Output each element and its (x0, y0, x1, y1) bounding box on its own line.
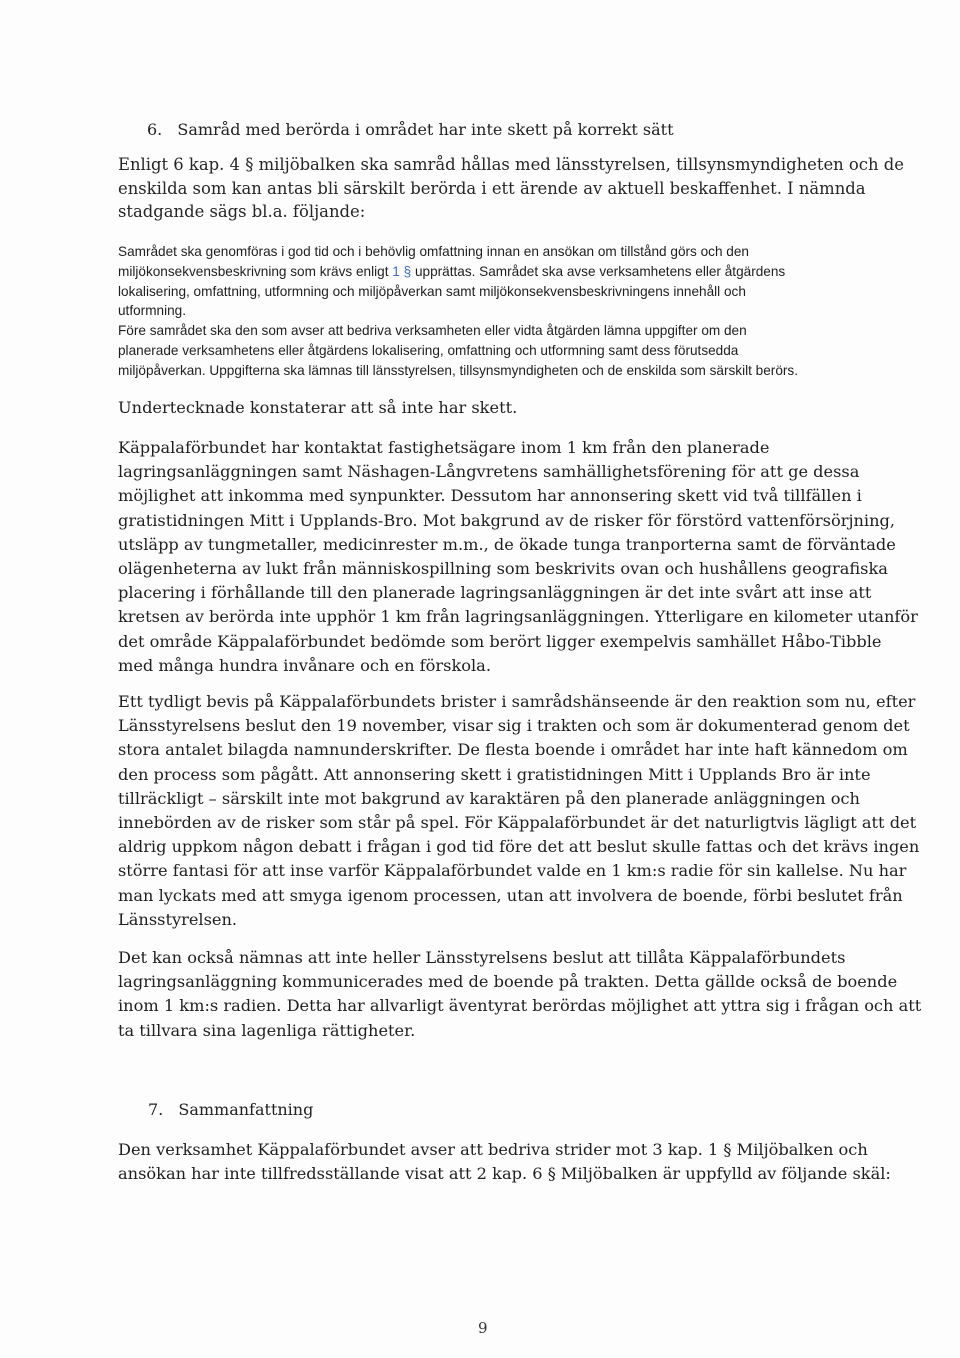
page-number: 9 (478, 1319, 488, 1337)
paragraph-line: man lyckats med att smyga igenom processen, utan att involvera de boende, förbi beslutet från (118, 885, 903, 905)
statement-text: Undertecknade konstaterar att så inte har skett. (118, 398, 518, 417)
paragraph-line: med många hundra invånare och en förskola. (118, 655, 491, 675)
paragraph-line: möjlighet att inkomma med synpunkter. Dessutom har annonsering skett vid två tillfällen i (118, 486, 862, 506)
quote-line: miljöpåverkan. Uppgifterna ska lämnas till länsstyrelsen, tillsynsmyndigheten och de enskilda som särskilt berörs. (118, 362, 798, 378)
paragraph-line: Ett tydligt bevis på Käppalaförbundets brister i samrådshänseende är den reaktion som nu, efter (118, 692, 916, 711)
paragraph-line: tillräckligt – särskilt inte mot bakgrund av karaktären på den planerade anläggningen och (118, 788, 860, 808)
paragraph-line: lagringsanläggningen samt Näshagen-Långvretens samhällighetsförening för att ge dessa (118, 462, 860, 482)
paragraph-line: Det kan också nämnas att inte heller Länsstyrelsens beslut att tillåta Käppalaförbundets (118, 948, 846, 967)
reference-link[interactable] (392, 264, 411, 279)
paragraph-line: gratistidningen Mitt i Upplands-Bro. Mot bakgrund av de risker för förstörd vattenförsörjning, (118, 510, 896, 530)
paragraph-line: den process som pågått. Att annonsering skett i gratistidningen Mitt i Upplands Bro är inte (118, 764, 871, 784)
quote-line: planerade verksamhetens eller åtgärdens lokalisering, omfattning och utformning samt dess förutsedda (118, 342, 739, 358)
evidence-paragraph (118, 690, 920, 932)
quote-paragraph-1 (118, 242, 858, 321)
paragraph-line: Käppalaförbundet har kontaktat fastighetsägare inom 1 km från den planerade (118, 438, 770, 457)
paragraph-line: utsläpp av tungmetaller, medicinrester m.m., de ökade tunga tranporterna samt de förväntade (118, 534, 896, 554)
quoted-law-text (118, 242, 858, 381)
paragraph-line: det område Käppalaförbundet bedömde som berört ligger exempelvis samhället Håbo-Tibble (118, 631, 882, 651)
paragraph-line: Länsstyrelsens beslut den 19 november, visar sig i trakten och som är dokumenterad genom det (118, 716, 910, 736)
communication-paragraph (118, 946, 922, 1043)
quote-text: upprättas. Samrådet ska avse verksamhetens eller åtgärdens (411, 263, 786, 279)
quote-line-with-reference (118, 262, 858, 282)
kappala-paragraph (118, 436, 918, 678)
paragraph-line: olägenheterna av lukt från människospillning som beskrivits ovan och hushållens geografiska (118, 559, 888, 579)
intro-line: enskilda som kan antas bli särskilt berörda i ett ärende av aktuell beskaffenhet. I nämnda (118, 178, 866, 198)
quote-text: miljökonsekvensbeskrivning som krävs enligt (118, 263, 393, 279)
paragraph-symbol: § (403, 263, 412, 279)
section-7-heading (148, 1098, 313, 1122)
section-7-title: Sammanfattning (178, 1100, 314, 1119)
section-7-number: 7. (148, 1100, 164, 1119)
intro-paragraph (118, 153, 904, 224)
paragraph-line: placering i förhållande till den planerade lagringsanläggningen är det inte svårt att inse att (118, 583, 872, 603)
quote-line: lokalisering, omfattning, utformning och miljöpåverkan samt miljökonsekvensbeskrivningens innehåll och (118, 283, 746, 299)
paragraph-line: större fantasi för att inse varför Käppalaförbundet valde en 1 km:s radie för sin kallelse. Nu har (118, 861, 907, 881)
section-6-number: 6. (147, 120, 163, 139)
paragraph-line: aldrig uppkom någon debatt i frågan i god tid före det att beslut skulle fattas och det krävs ingen (118, 837, 920, 857)
paragraph-line: innebörden av de risker som står på spel. För Käppalaförbundet är det naturligtvis lägligt att det (118, 813, 917, 833)
paragraph-line: stora antalet bilagda namnunderskrifter. De flesta boende i området har inte haft kännedom om (118, 740, 908, 760)
intro-line: stadgande sägs bl.a. följande: (118, 202, 366, 221)
paragraph-line: ansökan har inte tillfredsställande visat att 2 kap. 6 § Miljöbalken är uppfylld av följande skäl: (118, 1164, 891, 1184)
quote-paragraph-2 (118, 321, 858, 380)
quote-line: utformning. (118, 303, 187, 319)
quote-line: Före samrådet ska den som avser att bedriva verksamheten eller vidta åtgärden lämna uppgifter om den (118, 323, 747, 339)
paragraph-line: Länsstyrelsen. (118, 909, 238, 929)
quote-line: Samrådet ska genomföras i god tid och i behövlig omfattning innan en ansökan om tillstånd görs och den (118, 244, 749, 259)
paragraph-line: lagringsanläggning kommunicerades med de boende på trakten. Detta gällde också de boende (118, 972, 898, 992)
paragraph-line: ta tillvara sina lagenliga rättigheter. (118, 1020, 416, 1040)
paragraph-line: kretsen av berörda inte upphör 1 km från lagringsanläggningen. Ytterligare en kilometer utanför (118, 607, 918, 627)
section-6-title: Samråd med berörda i området har inte skett på korrekt sätt (177, 120, 674, 139)
intro-line: Enligt 6 kap. 4 § miljöbalken ska samråd hållas med länsstyrelsen, tillsynsmyndigheten och de (118, 155, 904, 174)
summary-paragraph (118, 1138, 891, 1186)
paragraph-line: Den verksamhet Käppalaförbundet avser att bedriva strider mot 3 kap. 1 § Miljöbalken och (118, 1140, 868, 1159)
statement-paragraph (118, 396, 517, 420)
reference-number: 1 (392, 263, 400, 279)
paragraph-line: inom 1 km:s radien. Detta har allvarligt äventyrat berördas möjlighet att yttra sig i frågan och att (118, 996, 922, 1016)
section-6-heading (147, 118, 674, 142)
